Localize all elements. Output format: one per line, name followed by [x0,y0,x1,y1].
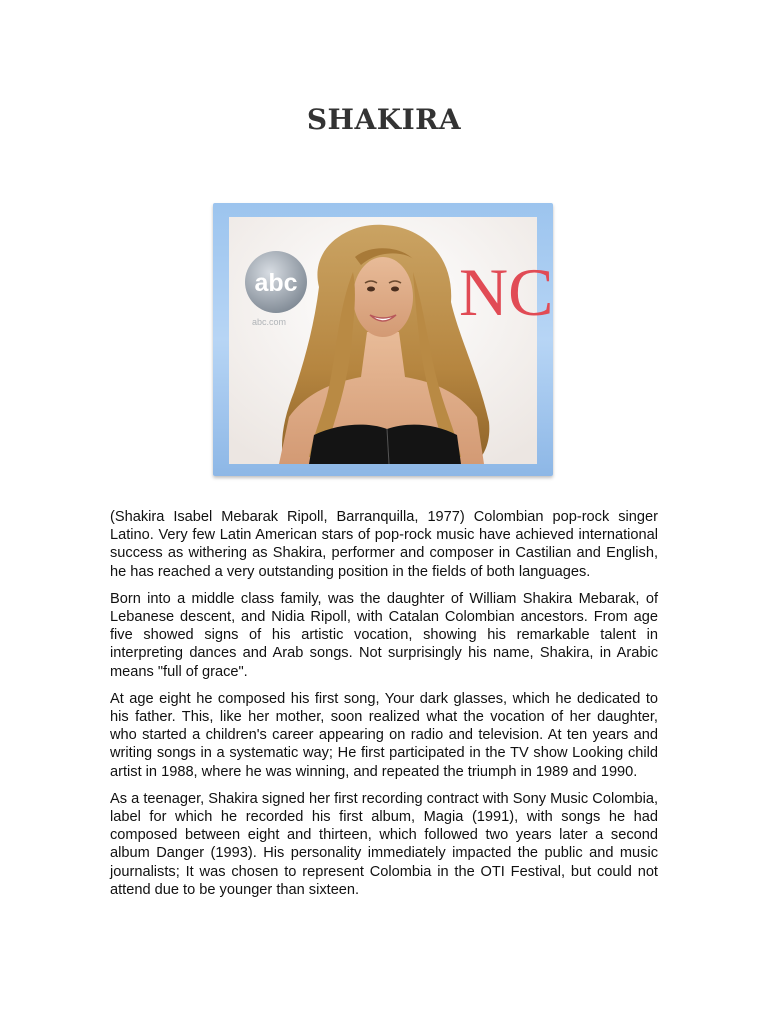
svg-text:abc: abc [254,269,298,297]
paragraph: (Shakira Isabel Mebarak Ripoll, Barranquilla, 1977) Colombian pop-rock singer Latino. Very few Latin American stars of pop-rock music have achieved international success as withering as Shakira, performer and composer in Castilian and English, he has reached a very outstanding position in the fields of both languages. [110,509,658,580]
page-title: SHAKIRA [306,103,462,136]
portrait-photo [229,217,554,464]
paragraph: As a teenager, Shakira signed her first recording contract with Sony Music Colombia, label for which he recorded his first album, Magia (1991), with songs he had composed between eight and thirteen, which followed two years later a second album Danger (1993). His personality immediately impacted the public and music journalists; It was chosen to represent Colombia in the OTI Festival, but could not attend due to be younger than sixteen. [110,790,658,898]
svg-text:abc.com: abc.com [251,317,287,327]
photo-frame [213,203,553,476]
paragraph: At age eight he composed his first song, Your dark glasses, which he dedicated to his father. This, like her mother, soon realized what the vocation of her daughter, who started a children's career appearing on radio and television. At ten years and writing songs in a systematic way; He first participated in the TV show Looking child artist in 1988, where he was winning, and repeated the triumph in 1989 and 1990. [110,690,658,780]
article-body [110,508,658,908]
backdrop-letters: NC [459,254,554,330]
paragraph: Born into a middle class family, was the daughter of William Shakira Mebarak, of Lebanese descent, and Nidia Ripoll, with Catalan Colombian ancestors. From age five showed signs of his artistic vocation, showing his remarkable talent in interpreting dances and Arab songs. Not surprisingly his name, Shakira, in Arabic means "full of grace". [110,590,658,680]
portrait-illustration [229,217,554,464]
